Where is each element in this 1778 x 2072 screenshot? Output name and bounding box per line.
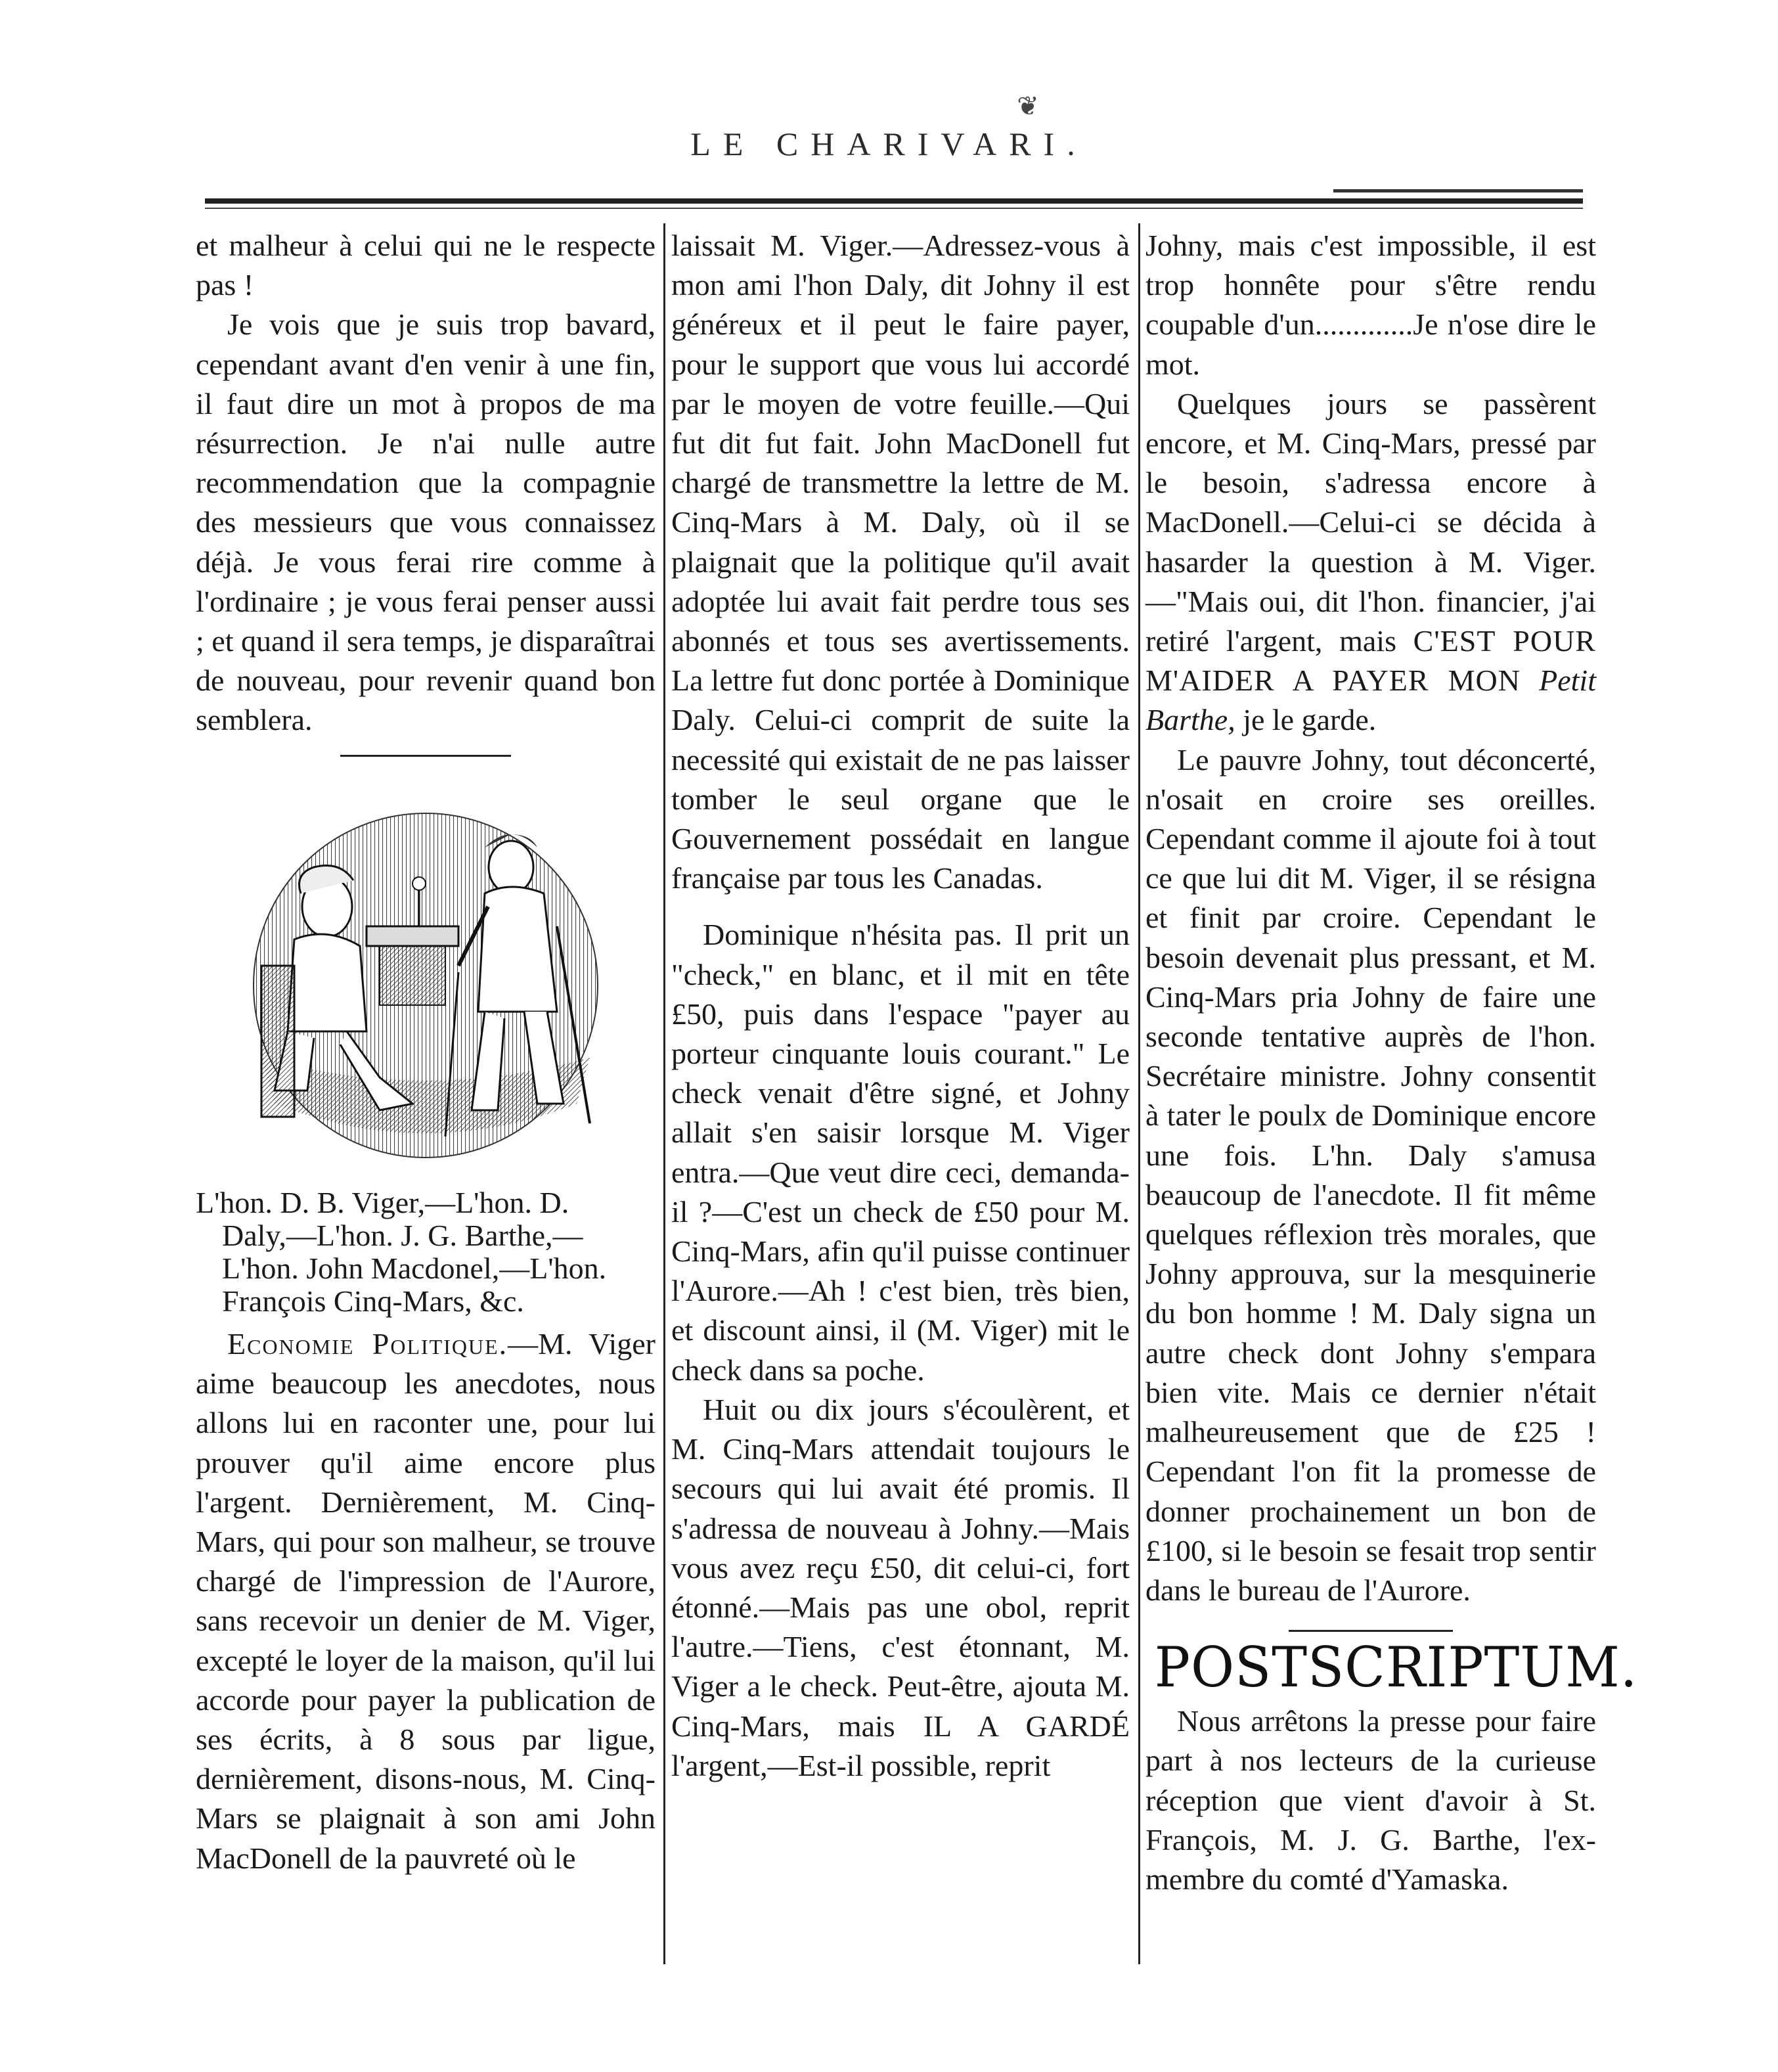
paragraph: Huit ou dix jours s'écoulèrent, et M. Cinq-Mars attendait toujours le secours qui lui avait été promis. Il s'adressa de nouveau à Johny.—Mais vous avez reçu £50, dit celui-ci, fort étonné.—Mais pas une obol, reprit l'autre.—Tiens, c'est étonnant, M. Viger a le check. Peut-être, ajouta M. Cinq-Mars, mais IL A GARDÉ l'argent,—Est-il possible, reprit [671,1392,1130,1782]
ornament-icon: ❦ [1017,91,1039,121]
postscriptum-heading: POSTSCRIPTUM. [1154,1635,1638,1700]
caption-line: François Cinq-Mars, &c. [222,1284,524,1318]
masthead-title: LE CHARIVARI. [690,125,1088,162]
paragraph: Nous arrêtons la presse pour faire part à nos lecteurs de la curieuse réception que vient d'avoir à St. François, M. J. G. Barthe, l'ex-membre du comté d'Yamaska. [1145,1704,1596,1896]
paragraph: Je vois que je suis trop bavard, cependant avant d'en venir à une fin, il faut dire un mot à propos de ma résurrection. Je n'ai nulle autre recommendation que la compagnie des messieurs que vous connaissez déjà. Je vous ferai rire comme à l'ordinaire ; je vous ferai penser aussi ; et quand il sera temps, je disparaîtrai de nouveau, pour revenir quand bon semblera. [196,307,656,737]
column-1-top [196,226,656,775]
paragraph: Le pauvre Johny, tout déconcerté, n'osait en croire ses oreilles. Cependant comme il ajoute foi à tout ce que lui dit M. Viger, il se résigna et finit par croire. Cependant le besoin devenait plus pressant, et M. Cinq-Mars pria Johny de faire une seconde tentative auprès de l'hon. Secrétaire ministre. Johny consentit à tater le poulx de Dominique encore une fois. L'hn. Daly s'amusa beaucoup de l'anecdote. Il fit même quelques réflexion très morales, que Johny approuva, sur la mesquinerie du bon homme ! M. Daly signa un autre check dont Johny s'empara bien vite. Mais ce dernier n'était malheureusement que de £25 ! Cependant l'on fit la promesse de donner prochainement un bon de £100, si le besoin se fesait trop sentir dans le bureau de l'Aurore. [1145,742,1596,1607]
column-1-bottom [196,1182,656,1878]
paragraph-text: —M. Viger aime beaucoup les anecdotes, nous allons lui en raconter une, pour lui prouver qu'il aime encore plus l'argent. Dernièrement, M. Cinq-Mars, qui pour son malheur, se trouve chargé de l'impression de l'Aurore, sans recevoir un denier de M. Viger, excepté le loyer de la maison, qu'il lui accorde pour payer la publication de ses écrits, à 8 sous par ligue, dernièrement, disons-nous, M. Cinq-Mars se plaignait à son ami John MacDonell de la pauvreté où le [196,1327,656,1875]
emphasis-italic: Petit Barthe, [1145,664,1596,737]
engraving-illustration [248,795,603,1163]
paragraph: Dominique n'hésita pas. Il prit un "check," en blanc, et il mit en tête £50, puis dans l'espace "payer au porteur cinquante louis courant." Le check venait d'être signé, et Johny allait s'en saisir lorsque M. Viger entra.—Que veut dire ceci, demanda-il ?—C'est un check de £50 pour M. Cinq-Mars, afin qu'il puisse continuer l'Aurore.—Ah ! c'est bien, très bien, et discount ainsi, il (M. Viger) mit le check dans sa poche. [671,918,1130,1387]
paragraph-text: je le garde. [1235,703,1377,737]
header-rule-thin [205,208,1583,209]
section-heading: Economie Politique. [227,1327,508,1361]
economie-paragraph [196,1324,656,1878]
column-3 [1145,226,1638,1899]
paragraph: et malheur à celui qui ne le respecte pas ! [196,229,656,302]
column-2 [671,226,1130,1786]
caption-line: Daly,—L'hon. J. G. Barthe,— [222,1219,583,1252]
column-divider [663,223,665,1964]
paragraph: Johny, mais c'est impossible, il est trop honnête pour s'être rendu coupable d'un.............Je n'ose dire le mot. [1145,229,1596,381]
paragraph: laissait M. Viger.—Adressez-vous à mon ami l'hon Daly, dit Johny il est généreux et il peut le faire payer, pour le support que vous lui accordé par le moyen de votre feuille.—Qui fut dit fut fait. John MacDonell fut chargé de transmettre la lettre de M. Cinq-Mars à M. Daly, où il se plaignait que la politique qu'il avait adoptée lui avait fait perdre tous ses abonnés et tous ses avertissements. La lettre fut donc portée à Dominique Daly. Celui-ci comprit de suite la necessité qui existait de ne pas laisser tomber le seul organe que le Gouvernement possédait en langue française par tous les Canadas. [671,229,1130,895]
caption-line: L'hon. D. B. Viger,—L'hon. D. [196,1186,569,1219]
emphasis-caps: C'EST POUR M'AIDER A PAYER MON [1145,624,1596,698]
section-separator [340,755,511,757]
illustration-caption [196,1186,656,1318]
header-rule [205,198,1583,204]
section-separator [1289,1630,1453,1632]
paragraph [1145,384,1596,740]
column-divider [1138,223,1140,1964]
header-rule-accent [1333,189,1583,192]
paragraph-text: Quelques jours se passèrent encore, et M. Cinq-Mars, pressé par le besoin, s'adressa encore à MacDonell.—Celui-ci se décida à hasarder la question à M. Viger.—"Mais oui, dit l'hon. financier, j'ai retiré l'argent, mais [1145,386,1596,658]
caption-line: L'hon. John Macdonel,—L'hon. [222,1251,607,1285]
